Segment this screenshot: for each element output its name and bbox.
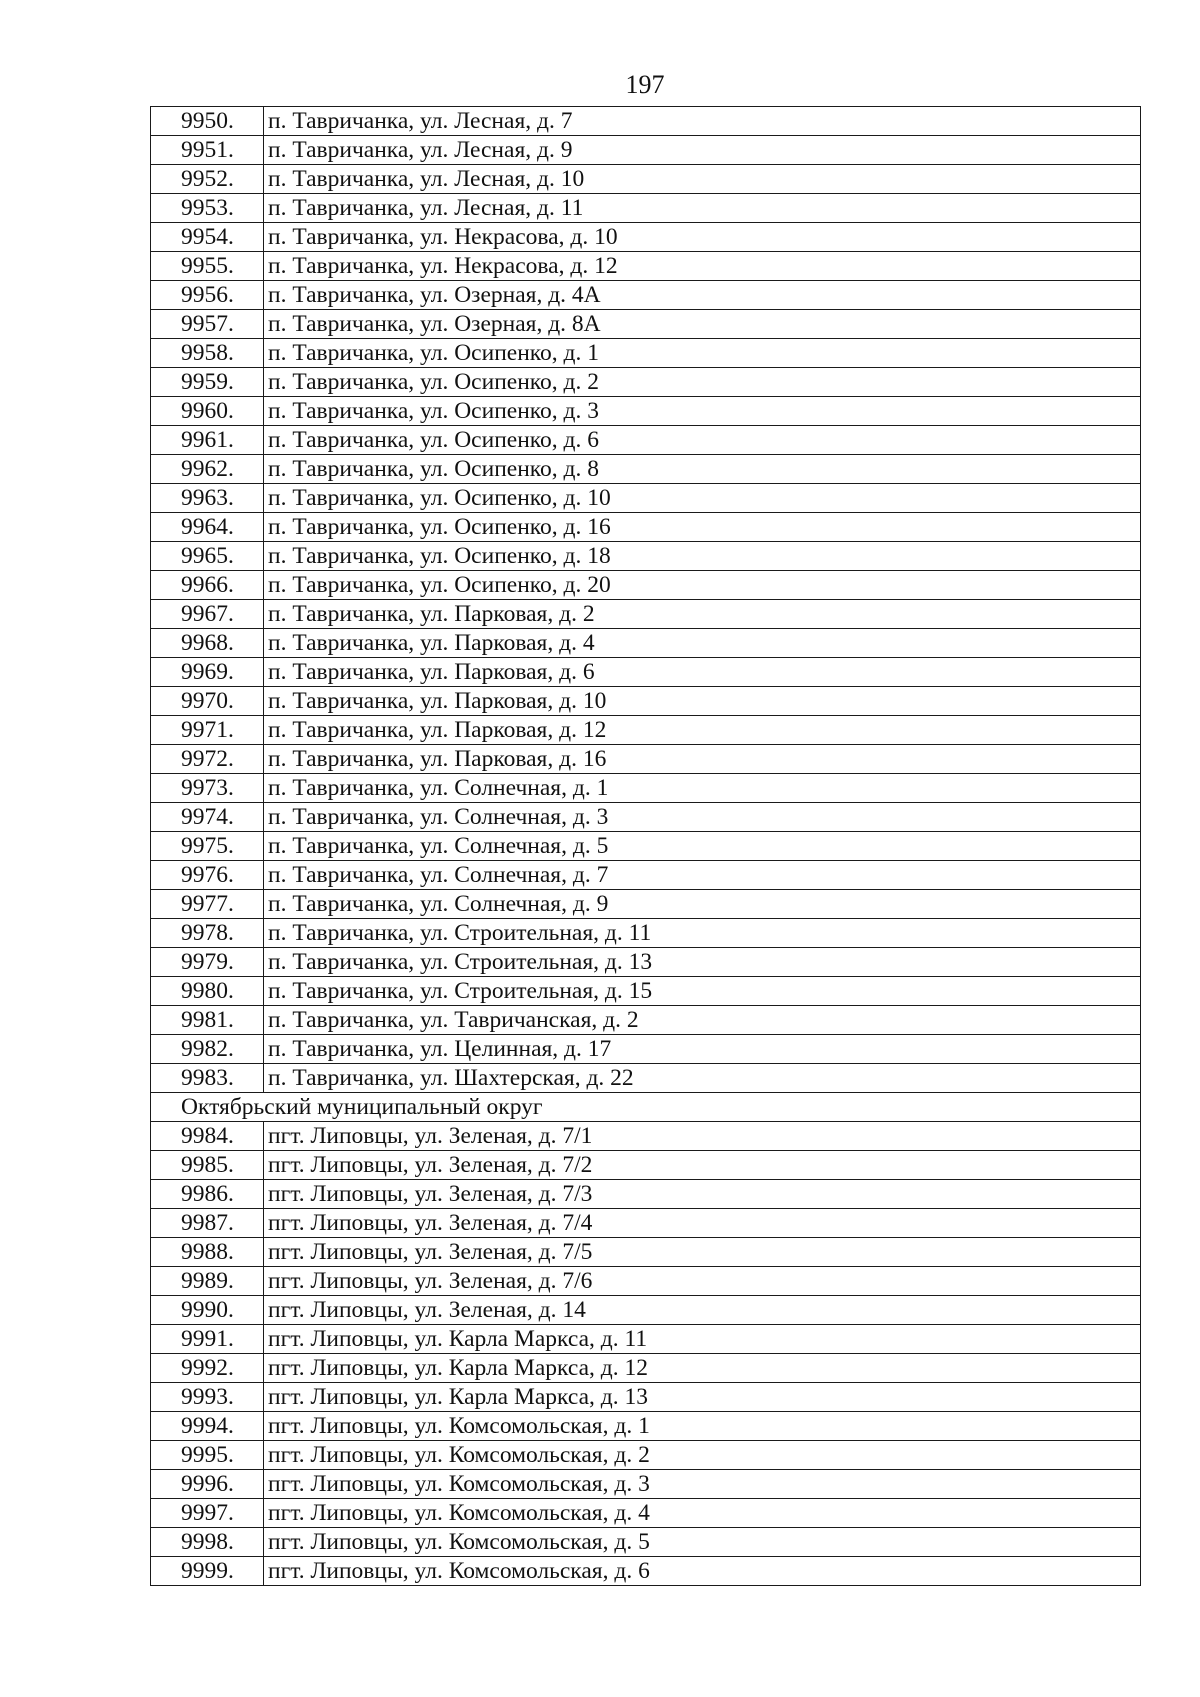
table-row <box>151 1470 1141 1499</box>
row-number: 9976. <box>151 861 264 890</box>
row-address: п. Тавричанка, ул. Солнечная, д. 7 <box>264 861 1141 890</box>
table-row <box>151 745 1141 774</box>
row-address: пгт. Липовцы, ул. Зеленая, д. 14 <box>264 1296 1141 1325</box>
row-number: 9988. <box>151 1238 264 1267</box>
row-number: 9975. <box>151 832 264 861</box>
table-row <box>151 339 1141 368</box>
row-address: пгт. Липовцы, ул. Комсомольская, д. 3 <box>264 1470 1141 1499</box>
table-row <box>151 484 1141 513</box>
row-address: пгт. Липовцы, ул. Комсомольская, д. 5 <box>264 1528 1141 1557</box>
row-number: 9960. <box>151 397 264 426</box>
table-row <box>151 1209 1141 1238</box>
row-number: 9954. <box>151 223 264 252</box>
row-address: пгт. Липовцы, ул. Зеленая, д. 7/2 <box>264 1151 1141 1180</box>
row-number: 9959. <box>151 368 264 397</box>
table-row <box>151 513 1141 542</box>
address-table <box>150 106 1141 1586</box>
row-address: п. Тавричанка, ул. Осипенко, д. 8 <box>264 455 1141 484</box>
table-row <box>151 310 1141 339</box>
row-number: 9996. <box>151 1470 264 1499</box>
table-row <box>151 861 1141 890</box>
row-number: 9993. <box>151 1383 264 1412</box>
row-address: п. Тавричанка, ул. Озерная, д. 4А <box>264 281 1141 310</box>
row-address: пгт. Липовцы, ул. Карла Маркса, д. 12 <box>264 1354 1141 1383</box>
row-address: п. Тавричанка, ул. Лесная, д. 7 <box>264 107 1141 136</box>
row-address: пгт. Липовцы, ул. Комсомольская, д. 1 <box>264 1412 1141 1441</box>
row-address: пгт. Липовцы, ул. Комсомольская, д. 6 <box>264 1557 1141 1586</box>
table-row <box>151 687 1141 716</box>
section-heading-row <box>151 1093 1141 1122</box>
table-row <box>151 890 1141 919</box>
row-number: 9952. <box>151 165 264 194</box>
row-address: п. Тавричанка, ул. Солнечная, д. 9 <box>264 890 1141 919</box>
row-number: 9957. <box>151 310 264 339</box>
address-table-body <box>151 107 1141 1586</box>
row-address: п. Тавричанка, ул. Парковая, д. 12 <box>264 716 1141 745</box>
table-row <box>151 1354 1141 1383</box>
table-row <box>151 948 1141 977</box>
table-row <box>151 919 1141 948</box>
row-address: п. Тавричанка, ул. Парковая, д. 16 <box>264 745 1141 774</box>
section-heading: Октябрьский муниципальный округ <box>151 1093 1141 1122</box>
table-row <box>151 803 1141 832</box>
table-row <box>151 1035 1141 1064</box>
row-address: п. Тавричанка, ул. Парковая, д. 4 <box>264 629 1141 658</box>
row-address: п. Тавричанка, ул. Некрасова, д. 10 <box>264 223 1141 252</box>
table-row <box>151 832 1141 861</box>
row-number: 9973. <box>151 774 264 803</box>
row-address: п. Тавричанка, ул. Озерная, д. 8А <box>264 310 1141 339</box>
row-number: 9967. <box>151 600 264 629</box>
row-number: 9998. <box>151 1528 264 1557</box>
row-number: 9966. <box>151 571 264 600</box>
table-row <box>151 774 1141 803</box>
row-address: п. Тавричанка, ул. Осипенко, д. 6 <box>264 426 1141 455</box>
table-row <box>151 397 1141 426</box>
row-address: пгт. Липовцы, ул. Комсомольская, д. 2 <box>264 1441 1141 1470</box>
table-row <box>151 368 1141 397</box>
row-number: 9995. <box>151 1441 264 1470</box>
row-number: 9986. <box>151 1180 264 1209</box>
row-address: пгт. Липовцы, ул. Карла Маркса, д. 13 <box>264 1383 1141 1412</box>
table-row <box>151 716 1141 745</box>
row-number: 9958. <box>151 339 264 368</box>
row-address: пгт. Липовцы, ул. Зеленая, д. 7/1 <box>264 1122 1141 1151</box>
table-row <box>151 629 1141 658</box>
table-row <box>151 1064 1141 1093</box>
row-number: 9961. <box>151 426 264 455</box>
row-address: п. Тавричанка, ул. Парковая, д. 2 <box>264 600 1141 629</box>
table-row <box>151 252 1141 281</box>
row-number: 9964. <box>151 513 264 542</box>
row-address: п. Тавричанка, ул. Строительная, д. 11 <box>264 919 1141 948</box>
row-number: 9980. <box>151 977 264 1006</box>
row-number: 9950. <box>151 107 264 136</box>
row-number: 9970. <box>151 687 264 716</box>
row-number: 9997. <box>151 1499 264 1528</box>
row-number: 9953. <box>151 194 264 223</box>
table-row <box>151 136 1141 165</box>
row-address: п. Тавричанка, ул. Парковая, д. 10 <box>264 687 1141 716</box>
row-address: п. Тавричанка, ул. Лесная, д. 11 <box>264 194 1141 223</box>
row-number: 9981. <box>151 1006 264 1035</box>
table-row <box>151 1383 1141 1412</box>
row-address: п. Тавричанка, ул. Строительная, д. 13 <box>264 948 1141 977</box>
row-number: 9974. <box>151 803 264 832</box>
table-row <box>151 571 1141 600</box>
row-address: п. Тавричанка, ул. Осипенко, д. 2 <box>264 368 1141 397</box>
table-row <box>151 281 1141 310</box>
row-address: п. Тавричанка, ул. Осипенко, д. 1 <box>264 339 1141 368</box>
row-address: п. Тавричанка, ул. Лесная, д. 9 <box>264 136 1141 165</box>
row-number: 9971. <box>151 716 264 745</box>
row-address: п. Тавричанка, ул. Целинная, д. 17 <box>264 1035 1141 1064</box>
row-address: п. Тавричанка, ул. Лесная, д. 10 <box>264 165 1141 194</box>
table-row <box>151 658 1141 687</box>
row-number: 9982. <box>151 1035 264 1064</box>
row-address: п. Тавричанка, ул. Осипенко, д. 20 <box>264 571 1141 600</box>
table-row <box>151 1557 1141 1586</box>
row-number: 9963. <box>151 484 264 513</box>
row-number: 9994. <box>151 1412 264 1441</box>
row-address: п. Тавричанка, ул. Шахтерская, д. 22 <box>264 1064 1141 1093</box>
row-number: 9990. <box>151 1296 264 1325</box>
table-row <box>151 194 1141 223</box>
row-number: 9972. <box>151 745 264 774</box>
table-row <box>151 426 1141 455</box>
row-number: 9955. <box>151 252 264 281</box>
table-row <box>151 1528 1141 1557</box>
row-address: пгт. Липовцы, ул. Карла Маркса, д. 11 <box>264 1325 1141 1354</box>
table-row <box>151 1151 1141 1180</box>
row-number: 9951. <box>151 136 264 165</box>
table-row <box>151 1122 1141 1151</box>
row-number: 9991. <box>151 1325 264 1354</box>
row-number: 9985. <box>151 1151 264 1180</box>
row-address: п. Тавричанка, ул. Осипенко, д. 18 <box>264 542 1141 571</box>
row-number: 9989. <box>151 1267 264 1296</box>
table-row <box>151 1180 1141 1209</box>
row-address: п. Тавричанка, ул. Солнечная, д. 3 <box>264 803 1141 832</box>
row-number: 9984. <box>151 1122 264 1151</box>
table-row <box>151 1499 1141 1528</box>
table-row <box>151 600 1141 629</box>
row-address: пгт. Липовцы, ул. Зеленая, д. 7/6 <box>264 1267 1141 1296</box>
row-address: п. Тавричанка, ул. Осипенко, д. 10 <box>264 484 1141 513</box>
row-address: п. Тавричанка, ул. Тавричанская, д. 2 <box>264 1006 1141 1035</box>
table-row <box>151 1296 1141 1325</box>
table-row <box>151 977 1141 1006</box>
row-address: п. Тавричанка, ул. Строительная, д. 15 <box>264 977 1141 1006</box>
table-row <box>151 1238 1141 1267</box>
row-address: п. Тавричанка, ул. Осипенко, д. 16 <box>264 513 1141 542</box>
row-address: пгт. Липовцы, ул. Зеленая, д. 7/3 <box>264 1180 1141 1209</box>
row-number: 9992. <box>151 1354 264 1383</box>
row-number: 9999. <box>151 1557 264 1586</box>
row-number: 9987. <box>151 1209 264 1238</box>
row-number: 9962. <box>151 455 264 484</box>
page-number: 197 <box>625 70 665 99</box>
table-row <box>151 1267 1141 1296</box>
row-number: 9969. <box>151 658 264 687</box>
table-row <box>151 1441 1141 1470</box>
table-row <box>151 542 1141 571</box>
row-address: п. Тавричанка, ул. Некрасова, д. 12 <box>264 252 1141 281</box>
table-row <box>151 1325 1141 1354</box>
table-row <box>151 223 1141 252</box>
row-number: 9979. <box>151 948 264 977</box>
table-row <box>151 1412 1141 1441</box>
table-row <box>151 455 1141 484</box>
row-address: пгт. Липовцы, ул. Комсомольская, д. 4 <box>264 1499 1141 1528</box>
row-number: 9956. <box>151 281 264 310</box>
row-number: 9983. <box>151 1064 264 1093</box>
row-address: пгт. Липовцы, ул. Зеленая, д. 7/5 <box>264 1238 1141 1267</box>
row-number: 9968. <box>151 629 264 658</box>
row-address: п. Тавричанка, ул. Солнечная, д. 5 <box>264 832 1141 861</box>
table-row <box>151 107 1141 136</box>
table-row <box>151 165 1141 194</box>
table-row <box>151 1006 1141 1035</box>
row-address: п. Тавричанка, ул. Парковая, д. 6 <box>264 658 1141 687</box>
row-address: п. Тавричанка, ул. Осипенко, д. 3 <box>264 397 1141 426</box>
row-address: п. Тавричанка, ул. Солнечная, д. 1 <box>264 774 1141 803</box>
row-number: 9978. <box>151 919 264 948</box>
row-number: 9977. <box>151 890 264 919</box>
row-number: 9965. <box>151 542 264 571</box>
row-address: пгт. Липовцы, ул. Зеленая, д. 7/4 <box>264 1209 1141 1238</box>
